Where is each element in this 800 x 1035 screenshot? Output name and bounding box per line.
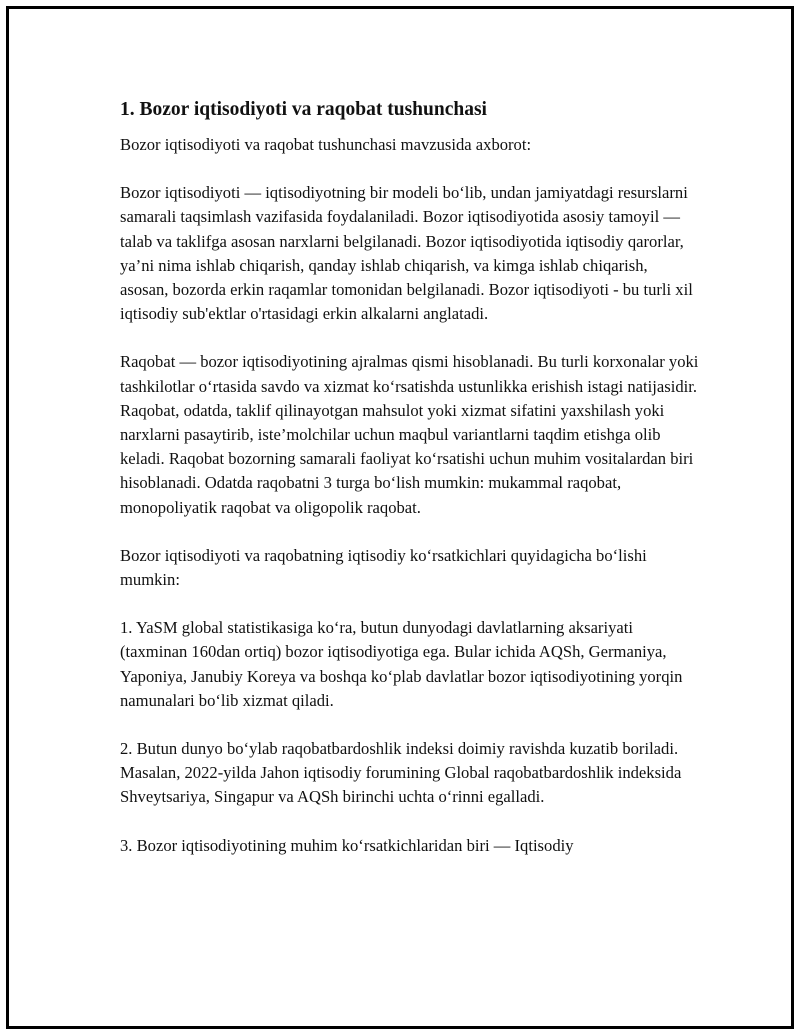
indicator-2-paragraph: 2. Butun dunyo bo‘ylab raqobatbardoshlik indeksi doimiy ravishda kuzatib boriladi. Masalan, 2022-yilda Jahon iqtisodiy forumining Global raqobatbardoshlik indeksida Shveytsariya, Singapur va AQSh birinchi uchta o‘rinni egalladi.: [120, 739, 682, 807]
indicator-1-paragraph: 1. YaSM global statistikasiga ko‘ra, butun dunyodagi davlatlarning aksariyati (taxminan 160dan ortiq) bozor iqtisodiyotiga ega. Bular ichida AQSh, Germaniya, Yaponiya, Janubiy Koreya va boshqa ko‘plab davlatlar bozor iqtisodiyotining yorqin namunalari bo‘lib xizmat qiladi.: [120, 618, 683, 710]
market-economy-paragraph: Bozor iqtisodiyoti — iqtisodiyotning bir modeli bo‘lib, undan jamiyatdagi resurslarni samarali taqsimlash vazifasida foydalaniladi. Bozor iqtisodiyotida asosiy tamoyil — talab va taklifga asosan narxlarni belgilanadi. Bozor iqtisodiyotida iqtisodiy qarorlar, ya’ni nima ishlab chiqarish, qanday ishlab chiqarish, va kimga ishlab chiqarish, asosan, bozorda erkin raqamlar tomonidan belgilanadi. Bozor iqtisodiyoti - bu turli xil iqtisodiy sub'ektlar o'rtasidagi erkin alkalarni anglatadi.: [120, 183, 693, 324]
indicator-3-paragraph: 3. Bozor iqtisodiyotining muhim ko‘rsatkichlaridan biri — Iqtisodiy: [120, 835, 574, 855]
document-title: 1. Bozor iqtisodiyoti va raqobat tushunchasi: [120, 99, 487, 120]
competition-paragraph: Raqobat — bozor iqtisodiyotining ajralmas qismi hisoblanadi. Bu turli korxonalar yoki tashkilotlar o‘rtasida savdo va xizmat ko‘rsatishda ustunlikka erishish istagi natijasidir. Raqobat, odatda, taklif qilinayotgan mahsulot yoki xizmat sifatini yaxshilash yoki narxlarni pasaytirib, iste’molchilar uchun maqbul variantlarni taqdim etishga olib keladi. Raqobat bozorning samarali faoliyat ko‘rsatishi uchun muhim vositalardan biri hisoblanadi. Odatda raqobatni 3 turga bo‘lish mumkin: mukammal raqobat, monopoliyatik raqobat va oligopolik raqobat.: [120, 352, 699, 517]
intro-paragraph: Bozor iqtisodiyoti va raqobat tushunchasi mavzusida axborot:: [120, 135, 532, 154]
document-page: [6, 6, 794, 1029]
document-content: [120, 95, 700, 882]
indicators-intro-paragraph: Bozor iqtisodiyoti va raqobatning iqtisodiy ko‘rsatkichlari quyidagicha bo‘lishi mumkin:: [120, 545, 647, 590]
